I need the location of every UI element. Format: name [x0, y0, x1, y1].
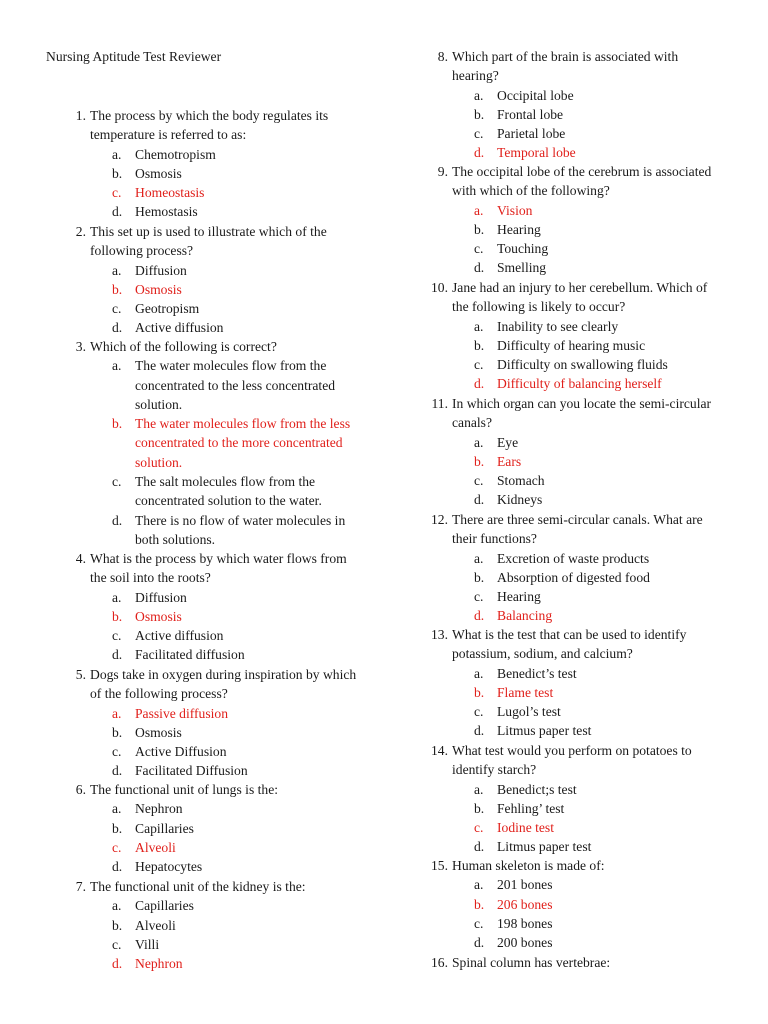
answer-option: [90, 799, 360, 818]
answer-option: [452, 933, 722, 952]
option-letter: c.: [474, 915, 484, 931]
option-letter: a.: [112, 801, 122, 817]
option-letter: b.: [474, 684, 485, 700]
question-number: 3.: [75, 339, 86, 354]
option-text: Difficulty of balancing herself: [497, 376, 662, 392]
answer-option: [90, 819, 360, 838]
correct-answer-option: [90, 280, 360, 299]
answer-option: [452, 587, 722, 606]
option-text: Litmus paper test: [497, 839, 592, 855]
question-number: 1.: [75, 108, 86, 123]
question-number: 13.: [431, 627, 448, 642]
option-text: Diffusion: [135, 589, 187, 605]
answer-option: [452, 239, 722, 258]
option-list: [90, 896, 360, 973]
question-12: [431, 510, 722, 626]
option-letter: b.: [474, 896, 485, 912]
option-letter: d.: [112, 512, 123, 528]
question-3: [75, 337, 360, 549]
question-number: 10.: [431, 280, 448, 295]
correct-answer-option: [452, 143, 722, 162]
option-text: Stomach: [497, 473, 545, 489]
correct-answer-option: [90, 607, 360, 626]
option-text: Fehling’ test: [497, 800, 565, 816]
option-letter: c.: [474, 473, 484, 489]
question-16: [431, 953, 722, 972]
question-number: 9.: [437, 164, 448, 179]
question-text: Spinal column has vertebrae:: [452, 955, 611, 970]
answer-option: [90, 723, 360, 742]
answer-option: [452, 780, 722, 799]
option-text: Nephron: [135, 956, 183, 972]
option-list: [452, 201, 722, 278]
question-9: [437, 162, 722, 278]
option-text: Osmosis: [135, 724, 182, 740]
option-text: Active diffusion: [135, 628, 224, 644]
answer-option: [452, 355, 722, 374]
option-letter: d.: [112, 204, 123, 220]
option-letter: b.: [112, 820, 123, 836]
option-text: Occipital lobe: [497, 87, 574, 103]
option-letter: a.: [474, 318, 484, 334]
option-text: There is no flow of water molecules in both solutions.: [135, 512, 346, 547]
option-letter: b.: [112, 165, 123, 181]
option-text: Lugol’s test: [497, 704, 561, 720]
option-text: Smelling: [497, 260, 547, 276]
option-text: Osmosis: [135, 281, 182, 297]
answer-option: [90, 356, 360, 414]
question-number: 6.: [75, 782, 86, 797]
answer-option: [452, 490, 722, 509]
correct-answer-option: [90, 954, 360, 973]
option-text: Passive diffusion: [135, 705, 229, 721]
answer-option: [90, 261, 360, 280]
question-number: 11.: [431, 396, 448, 411]
option-letter: b.: [112, 416, 123, 432]
question-10: [431, 278, 722, 394]
option-letter: c.: [112, 628, 122, 644]
option-letter: d.: [474, 608, 485, 624]
option-letter: c.: [474, 126, 484, 142]
option-letter: c.: [112, 936, 122, 952]
option-letter: c.: [474, 704, 484, 720]
answer-option: [90, 511, 360, 550]
correct-answer-option: [452, 374, 722, 393]
option-text: 206 bones: [497, 896, 553, 912]
answer-option: [452, 568, 722, 587]
question-text: What is the process by which water flows from the soil into the roots?: [90, 551, 347, 586]
option-text: Balancing: [497, 608, 553, 624]
question-2: [75, 222, 360, 338]
correct-answer-option: [90, 838, 360, 857]
option-text: Geotropism: [135, 301, 200, 317]
option-letter: a.: [112, 358, 122, 374]
option-text: Difficulty of hearing music: [497, 337, 646, 353]
option-text: Facilitated Diffusion: [135, 763, 248, 779]
question-text: What test would you perform on potatoes to identify starch?: [452, 743, 692, 778]
option-list: [452, 317, 722, 394]
option-letter: d.: [112, 859, 123, 875]
question-text: In which organ can you locate the semi-circular canals?: [452, 396, 712, 431]
option-text: Villi: [135, 936, 160, 952]
answer-option: [90, 318, 360, 337]
option-list: [452, 780, 722, 857]
option-letter: a.: [112, 262, 122, 278]
option-text: Vision: [497, 202, 533, 218]
option-letter: a.: [474, 434, 484, 450]
option-list: [90, 356, 360, 549]
option-text: Touching: [497, 241, 549, 257]
answer-option: [90, 935, 360, 954]
option-letter: d.: [112, 956, 123, 972]
answer-option: [452, 664, 722, 683]
answer-option: [452, 549, 722, 568]
option-text: Flame test: [497, 684, 554, 700]
option-text: The water molecules flow from the concentrated to the less concentrated solution.: [135, 358, 336, 412]
option-text: Hearing: [497, 221, 541, 237]
answer-option: [90, 145, 360, 164]
answer-option: [90, 299, 360, 318]
correct-answer-option: [452, 606, 722, 625]
answer-option: [90, 645, 360, 664]
correct-answer-option: [452, 683, 722, 702]
option-letter: d.: [474, 492, 485, 508]
option-text: Eye: [497, 434, 519, 450]
option-text: 201 bones: [497, 877, 553, 893]
option-text: Alveoli: [135, 839, 176, 855]
option-letter: d.: [474, 935, 485, 951]
answer-option: [90, 857, 360, 876]
correct-answer-option: [90, 414, 360, 472]
option-text: Excretion of waste products: [497, 550, 650, 566]
question-5: [75, 665, 360, 781]
question-number: 14.: [431, 743, 448, 758]
question-number: 2.: [75, 224, 86, 239]
question-7: [75, 877, 360, 973]
answer-option: [452, 105, 722, 124]
option-letter: b.: [474, 453, 485, 469]
option-text: Temporal lobe: [497, 145, 576, 161]
option-text: Benedict’s test: [497, 665, 577, 681]
answer-option: [90, 626, 360, 645]
question-text: The occipital lobe of the cerebrum is associated with which of the following?: [452, 164, 712, 199]
option-text: Active diffusion: [135, 320, 224, 336]
option-letter: d.: [112, 763, 123, 779]
question-text: Which of the following is correct?: [90, 339, 277, 354]
option-letter: b.: [474, 569, 485, 585]
question-text: What is the test that can be used to identify potassium, sodium, and calcium?: [452, 627, 687, 662]
document-title: Nursing Aptitude Test Reviewer: [46, 49, 222, 64]
option-text: Osmosis: [135, 608, 182, 624]
option-letter: d.: [112, 320, 123, 336]
answer-option: [90, 588, 360, 607]
question-1: [75, 106, 360, 222]
question-8: [437, 47, 722, 163]
option-text: Hepatocytes: [135, 859, 203, 875]
option-list: [90, 799, 360, 876]
correct-answer-option: [452, 452, 722, 471]
answer-option: [452, 258, 722, 277]
answer-option: [90, 761, 360, 780]
option-letter: d.: [474, 723, 485, 739]
option-list: [452, 86, 722, 163]
question-text: The functional unit of the kidney is the:: [90, 879, 306, 894]
option-text: Ears: [497, 453, 522, 469]
answer-option: [90, 916, 360, 935]
option-text: Nephron: [135, 801, 183, 817]
option-letter: d.: [474, 376, 485, 392]
option-list: [452, 664, 722, 741]
option-letter: c.: [474, 820, 484, 836]
option-letter: b.: [474, 800, 485, 816]
option-letter: b.: [112, 608, 123, 624]
option-letter: a.: [112, 898, 122, 914]
option-text: Active Diffusion: [135, 744, 227, 760]
question-14: [431, 741, 722, 857]
option-text: Homeostasis: [135, 185, 205, 201]
question-number: 7.: [75, 879, 86, 894]
answer-option: [452, 336, 722, 355]
option-text: Capillaries: [135, 820, 194, 836]
option-letter: c.: [474, 241, 484, 257]
option-letter: c.: [112, 474, 122, 490]
option-text: 198 bones: [497, 915, 553, 931]
option-list: [90, 145, 360, 222]
option-letter: b.: [112, 917, 123, 933]
question-4: [75, 549, 360, 665]
option-letter: a.: [112, 705, 122, 721]
correct-answer-option: [90, 704, 360, 723]
option-letter: c.: [112, 744, 122, 760]
question-11: [431, 394, 722, 510]
question-text: This set up is used to illustrate which of the following process?: [90, 224, 327, 259]
option-text: Hemostasis: [135, 204, 198, 220]
option-text: Kidneys: [497, 492, 543, 508]
answer-option: [452, 837, 722, 856]
option-text: Osmosis: [135, 165, 182, 181]
option-text: Facilitated diffusion: [135, 647, 245, 663]
option-list: [452, 549, 722, 626]
question-number: 4.: [75, 551, 86, 566]
option-letter: b.: [474, 337, 485, 353]
option-text: The salt molecules flow from the concentrated solution to the water.: [135, 474, 322, 509]
answer-option: [90, 202, 360, 221]
answer-option: [452, 721, 722, 740]
option-letter: c.: [112, 839, 122, 855]
correct-answer-option: [90, 183, 360, 202]
option-letter: a.: [474, 877, 484, 893]
answer-option: [90, 896, 360, 915]
option-letter: a.: [474, 550, 484, 566]
answer-option: [90, 164, 360, 183]
option-list: [452, 433, 722, 510]
answer-option: [452, 124, 722, 143]
question-number: 15.: [431, 858, 448, 873]
option-text: Difficulty on swallowing fluids: [497, 357, 668, 373]
question-6: [75, 780, 360, 876]
option-text: Chemotropism: [135, 146, 216, 162]
answer-option: [452, 86, 722, 105]
option-letter: d.: [474, 260, 485, 276]
question-15: [431, 856, 722, 952]
option-text: Diffusion: [135, 262, 187, 278]
option-text: Parietal lobe: [497, 126, 566, 142]
answer-option: [90, 742, 360, 761]
answer-option: [452, 702, 722, 721]
question-number: 8.: [437, 49, 448, 64]
option-letter: a.: [474, 781, 484, 797]
question-text: Which part of the brain is associated with hearing?: [452, 49, 679, 84]
question-13: [431, 625, 722, 741]
option-text: Capillaries: [135, 898, 194, 914]
correct-answer-option: [452, 895, 722, 914]
option-letter: a.: [112, 146, 122, 162]
option-text: Litmus paper test: [497, 723, 592, 739]
answer-option: [452, 875, 722, 894]
answer-option: [452, 317, 722, 336]
option-letter: a.: [474, 665, 484, 681]
question-number: 12.: [431, 512, 448, 527]
option-letter: d.: [474, 145, 485, 161]
answer-option: [452, 433, 722, 452]
question-text: Jane had an injury to her cerebellum. Which of the following is likely to occur?: [452, 280, 708, 315]
answer-option: [90, 472, 360, 511]
option-text: The water molecules flow from the less concentrated to the more concentrated solution.: [135, 416, 351, 470]
option-letter: d.: [474, 839, 485, 855]
option-text: Alveoli: [135, 917, 176, 933]
answer-option: [452, 914, 722, 933]
option-text: Benedict;s test: [497, 781, 577, 797]
question-text: The process by which the body regulates its temperature is referred to as:: [90, 108, 329, 143]
option-list: [90, 261, 360, 338]
option-text: Absorption of digested food: [497, 569, 650, 585]
option-letter: d.: [112, 647, 123, 663]
option-letter: a.: [474, 87, 484, 103]
correct-answer-option: [452, 818, 722, 837]
option-text: Hearing: [497, 589, 541, 605]
option-text: Inability to see clearly: [497, 318, 619, 334]
question-text: The functional unit of lungs is the:: [90, 782, 279, 797]
option-list: [90, 704, 360, 781]
option-text: Iodine test: [497, 820, 555, 836]
question-number: 16.: [431, 955, 448, 970]
option-letter: b.: [112, 281, 123, 297]
option-letter: a.: [112, 589, 122, 605]
question-text: Human skeleton is made of:: [452, 858, 605, 873]
option-letter: a.: [474, 202, 484, 218]
option-letter: c.: [474, 589, 484, 605]
option-list: [90, 588, 360, 665]
question-number: 5.: [75, 667, 86, 682]
option-letter: b.: [474, 106, 485, 122]
option-letter: c.: [112, 185, 122, 201]
option-list: [452, 875, 722, 952]
answer-option: [452, 220, 722, 239]
option-text: Frontal lobe: [497, 106, 564, 122]
option-letter: b.: [112, 724, 123, 740]
answer-option: [452, 799, 722, 818]
option-letter: c.: [474, 357, 484, 373]
question-text: Dogs take in oxygen during inspiration by which of the following process?: [90, 667, 357, 702]
answer-option: [452, 471, 722, 490]
correct-answer-option: [452, 201, 722, 220]
option-letter: b.: [474, 221, 485, 237]
option-letter: c.: [112, 301, 122, 317]
question-text: There are three semi-circular canals. What are their functions?: [452, 512, 703, 547]
option-text: 200 bones: [497, 935, 553, 951]
